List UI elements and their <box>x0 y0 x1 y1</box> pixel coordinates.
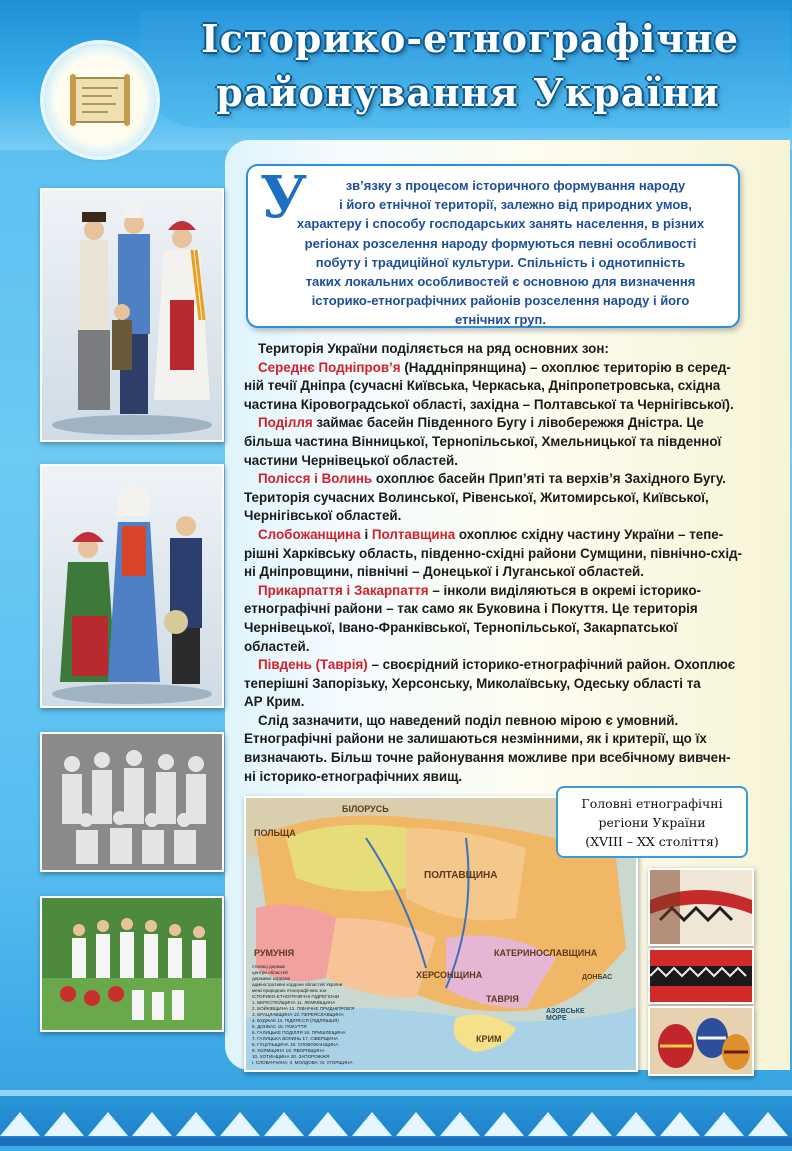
legend-item: 1. БЕРЕСТЕЙЩИНА 11. ЛЕМКІВЩИНА <box>252 1000 336 1005</box>
ornament-photo <box>648 948 754 1004</box>
body-line: частини Чернівецької областей. <box>244 452 458 468</box>
map-caption <box>556 786 748 858</box>
group-photo-color <box>40 896 224 1032</box>
folk-ornament-border-icon <box>0 1090 792 1146</box>
map-label-donbas: ДОНБАС <box>582 974 613 981</box>
legend-item: I. СЛОВАЧЧИНА; II. МОЛДОВА; III. УГОРЩИНА <box>252 1060 353 1065</box>
zone-name-polissia-volyn: Полісся і Волинь <box>258 471 373 487</box>
map-label-poltavshchyna: ПОЛТАВЩИНА <box>424 870 498 881</box>
legend-item: 2. БОЙКІВЩИНА 12. ПІВНІЧНЕ ПРИДНІПРОВ'Я <box>252 1006 355 1011</box>
intro-line: регіонах розселення народу формуються певні особливості <box>304 235 697 251</box>
map-caption-line2: регіони України <box>598 815 706 830</box>
intro-line: зв’язку з процесом історичного формування народу <box>345 178 686 193</box>
zone-name-middle-dnipro: Середнє Подніпров’я <box>258 359 401 375</box>
ornament-pattern-icon <box>650 950 752 1002</box>
body-line: Етнографічні райони не залишаються незмінними, як і критерії, що їх <box>244 731 707 747</box>
body-line: ні Дніпровщини, північні – Донецької і Луганської областей. <box>244 564 644 580</box>
legend-item: 5. ДОНБАС 15. ПОКУТТЯ <box>252 1024 307 1029</box>
zone-name-carpathians: Прикарпаття і Закарпаття <box>258 582 429 598</box>
map-label-belarus: БІЛОРУСЬ <box>342 804 389 814</box>
intro-line: характеру і способу господарських занять населення, в різних <box>296 216 705 232</box>
body-line: Територія України поділяється на ряд основних зон: <box>258 341 609 356</box>
legend-item: 4. БУДЖАК 14. ПІДЛЯССЯ (ПІДЛЯШШЯ) <box>252 1018 339 1023</box>
legend-item: 6. ГАЛИЦЬКЕ ПОДІЛЛЯ 16. ПРИШЛЕЩИНА <box>252 1030 346 1035</box>
legend-item: ІСТОРИКО-ЕТНОГРАФІЧНІ ПІДРЕГІОНИ <box>252 994 340 999</box>
intro-line: і його етнічної території, залежно від природних умов, <box>339 197 692 213</box>
footer-ornament <box>0 1090 792 1146</box>
body-line: і <box>360 526 372 542</box>
body-line: більша частина Вінницької, Тернопільської, Хмельницької та південної <box>244 433 722 449</box>
legend-item: адміністративні кордони областей України <box>252 982 343 987</box>
map-caption-line1: Головні етнографічні <box>581 796 723 811</box>
map-caption-line3: (XVIII – XX століття) <box>585 834 719 849</box>
scroll-icon <box>66 72 134 128</box>
page-title-line1: Історико-етнографічне <box>201 16 739 61</box>
body-line: (Наддніпрянщина) – охоплює територію в серед- <box>400 359 731 375</box>
map-label-katerynoslavshchyna: КАТЕРИНОСЛАВЩИНА <box>494 948 598 958</box>
map-label-romania: РУМУНІЯ <box>254 948 295 958</box>
intro-line: побуту і традиційної культури. Спільність і однотипність <box>315 254 686 270</box>
scroll-emblem <box>44 44 156 156</box>
map-label-poland: ПОЛЬЩА <box>254 828 296 838</box>
legend-item: столиці держав <box>252 964 285 969</box>
body-line: теперішні Запорізьку, Херсонську, Миколаївську, Одеську області та <box>244 675 701 691</box>
map-label-khersonshchyna: ХЕРСОНЩИНА <box>416 970 483 980</box>
body-line: охоплює басейн Прип’яті та верхів’я Західного Бугу. <box>372 471 726 487</box>
body-line: визначають. Більш точне районування можливе при всебічному вивчен- <box>244 750 731 766</box>
easter-eggs-icon <box>650 1008 752 1074</box>
body-line: Слід зазначити, що наведений поділ певною мірою є умовний. <box>258 712 679 728</box>
legend-item: центри областей <box>252 970 288 975</box>
pysanky-photo <box>648 1006 754 1076</box>
group-photo-bw-icon <box>42 734 222 870</box>
intro-box <box>246 164 740 328</box>
body-line: етнографічні райони – так само як Буковина і Покуття. Це територія <box>244 601 698 617</box>
group-photo-color-icon <box>42 898 222 1030</box>
body-line: – своєрідний історико-етнографічний район. Охоплює <box>367 657 736 673</box>
body-line: – інколи виділяються в окремі історико- <box>428 582 701 598</box>
body-line: Чернівецької, Івано-Франківської, Тернопільської, Закарпатської <box>244 619 678 635</box>
embroidery-photo <box>648 868 754 946</box>
map-legend <box>252 964 402 1066</box>
embroidery-icon <box>650 870 752 944</box>
body-line: рішні Харківську область, південно-східні райони Сумщини, північно-схід- <box>244 545 742 561</box>
map-label-krym: КРИМ <box>476 1034 502 1044</box>
intro-text <box>268 176 733 330</box>
legend-item: 8. ГУЦУЛЬЩИНА 18. СЛОБОЖАНЩИНА <box>252 1042 339 1047</box>
legend-item: державні кордони <box>252 976 291 981</box>
body-line: Територія сучасних Волинської, Рівенської, Житомирської, Київської, <box>244 489 709 505</box>
zone-name-podillia: Поділля <box>258 415 313 431</box>
costume-photo-2 <box>40 464 224 708</box>
body-line: займає басейн Південного Бугу і лівобережжя Дністра. Це <box>312 415 704 431</box>
body-line: Чернігівської областей. <box>244 508 402 524</box>
legend-item: 10. ХОТИНЩИНА 20. ЗАПОРОЖЖЯ <box>252 1054 330 1059</box>
body-line: охоплює східну частину України – тепе- <box>455 526 724 542</box>
map-label-azov-sea: АЗОВСЬКЕ МОРЕ <box>546 1008 585 1022</box>
body-line: ній течії Дніпра (сучасні Київська, Черкаська, Дніпропетровська, східна <box>244 378 721 394</box>
body-line: АР Крим. <box>244 694 305 710</box>
page-title-line2: районування України <box>216 70 720 115</box>
body-line: ні історико-етнографічних явищ. <box>244 768 463 784</box>
folk-costume-figures-icon <box>42 190 222 440</box>
costume-photo-1 <box>40 188 224 442</box>
map-label-tavriya: ТАВРІЯ <box>486 994 519 1004</box>
legend-item: 7. ГАЛИЦЬКА ВОЛИНЬ 17. СІВЕРЩИНА <box>252 1036 338 1041</box>
zone-name-slobozhanshchyna: Слобожанщина <box>258 526 361 542</box>
legend-item: 3. БРАЦЛАВЩИНА 13. ПЕРЕЯСЛАВЩИНА <box>252 1012 344 1017</box>
body-line: частина Кіровоградської області, західна – Полтавської та Чернігівської). <box>244 396 734 412</box>
intro-line: історико-етнографічних районів розселення народу і його <box>311 293 690 309</box>
intro-line: етнічних груп. <box>455 312 546 328</box>
body-text <box>244 340 764 786</box>
zone-name-poltavshchyna: Полтавщина <box>371 526 456 542</box>
folk-costume-family-icon <box>42 466 222 706</box>
archive-photo-bw <box>40 732 224 872</box>
legend-item: 9. ХОЛМЩИНА 19. ЯВОРІВЩИНА <box>252 1048 325 1053</box>
dropcap-letter: У <box>260 163 308 231</box>
legend-item: межі природних етнографічних зон <box>252 988 327 993</box>
body-line: областей. <box>244 638 310 654</box>
intro-line: таких локальних особливостей є основною для визначення <box>305 274 696 290</box>
zone-name-south-tavriya: Південь (Таврія) <box>258 657 368 673</box>
